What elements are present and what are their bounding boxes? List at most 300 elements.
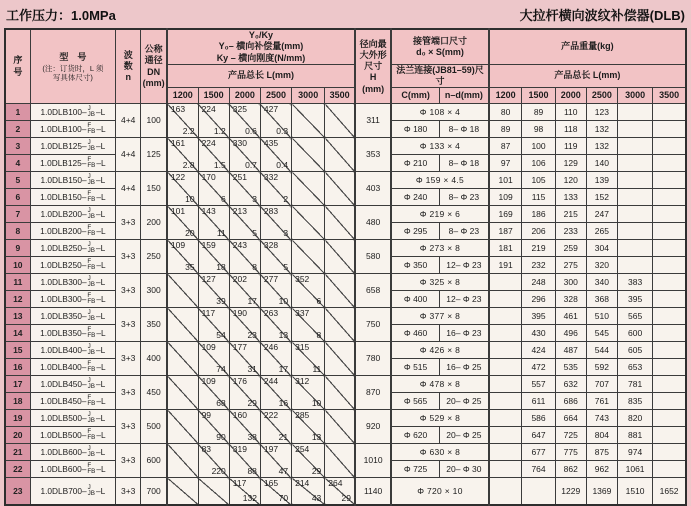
y-compensation-value: 330 [232, 138, 247, 149]
dn-cell: 500 [141, 410, 167, 444]
weight-cell [653, 291, 686, 308]
yk-cell [198, 104, 229, 138]
yk-cell [292, 274, 325, 308]
model-cell: 1.0DLB450– J JB –L [30, 376, 115, 393]
model-cell: 1.0DLB600– F FB –L [30, 461, 115, 478]
dn-cell: 250 [141, 240, 167, 274]
weight-cell: 461 [555, 308, 586, 325]
weight-cell: 265 [586, 223, 617, 240]
weight-cell: 340 [586, 274, 617, 291]
weight-cell [489, 444, 522, 461]
table-row [5, 274, 686, 291]
weight-cell: 974 [617, 444, 652, 461]
flange-nd-cell: 8– Φ 18 [439, 121, 488, 138]
k-stiffness-value: 1.2 [213, 125, 226, 136]
pipe-port-size-cell: Φ 273 × 8 [391, 240, 489, 257]
weight-cell [489, 342, 522, 359]
k-stiffness-value: 10 [185, 193, 195, 204]
wave-count-cell: 4+4 [116, 172, 141, 206]
weight-cell: 565 [617, 308, 652, 325]
yk-cell [260, 274, 291, 308]
weight-cell [653, 189, 686, 206]
pipe-port-size-cell: Φ 108 × 4 [391, 104, 489, 121]
dn-cell: 100 [141, 104, 167, 138]
col-header-yk: Y₀/Ky Y₀– 横向补偿量(mm) Ky – 横向刚度(N/mm) [167, 29, 355, 64]
y-compensation-value: 117 [201, 308, 216, 319]
y-compensation-value: 202 [232, 274, 247, 285]
length-col-2000: 2000 [229, 88, 260, 104]
weight-cell: 181 [489, 240, 522, 257]
y-compensation-value: 176 [232, 376, 247, 387]
model-variant: F FB [87, 121, 96, 136]
wave-count-cell: 3+3 [116, 410, 141, 444]
y-compensation-value: 197 [263, 444, 279, 455]
weight-cell [617, 223, 652, 240]
model-variant: J JB [87, 274, 96, 289]
yk-cell [229, 376, 260, 410]
k-stiffness-value: 70 [278, 492, 289, 503]
k-stiffness-value: 5 [252, 227, 257, 238]
weight-cell [653, 342, 686, 359]
dn-cell: 200 [141, 206, 167, 240]
weight-cell: 545 [586, 325, 617, 342]
col-header-weight-length: 产品总长 L(mm) [489, 64, 686, 88]
col-header-model [30, 29, 115, 104]
k-stiffness-value: 13 [311, 431, 322, 442]
weight-cell [489, 393, 522, 410]
wave-count-cell: 3+3 [116, 444, 141, 478]
weight-cell: 472 [522, 359, 555, 376]
model-cell: 1.0DLB150– F FB –L [30, 189, 115, 206]
model-title: 型 号 [59, 51, 87, 62]
dn-cell: 700 [141, 478, 167, 506]
row-number: 5 [5, 172, 30, 189]
y-compensation-value: 251 [232, 172, 247, 183]
yk-cell [229, 206, 260, 240]
yk-cell [167, 104, 198, 138]
flange-c-cell: Φ 725 [391, 461, 439, 478]
k-stiffness-value: 16 [278, 397, 289, 408]
y-compensation-value: 117 [232, 478, 247, 489]
weight-cell: 123 [586, 104, 617, 121]
weight-cell [653, 223, 686, 240]
weight-cell: 962 [586, 461, 617, 478]
y-compensation-value: 143 [201, 206, 216, 217]
weight-cell: 1229 [555, 478, 586, 506]
weight-cell: 115 [522, 189, 555, 206]
k-stiffness-value: 88 [247, 465, 257, 476]
k-stiffness-value: 74 [216, 363, 226, 374]
col-header-waves: 波 数 n [116, 29, 141, 104]
weight-cell: 862 [555, 461, 586, 478]
k-stiffness-value: 10 [278, 295, 289, 306]
yk-cell [229, 410, 260, 444]
k-stiffness-value: 23 [247, 329, 257, 340]
weight-cell [653, 444, 686, 461]
pipe-port-size-cell: Φ 529 × 8 [391, 410, 489, 427]
flange-nd-cell: 20– Φ 25 [439, 427, 488, 444]
yk-cell [167, 478, 198, 506]
weight-cell [489, 410, 522, 427]
weight-cell: 140 [586, 155, 617, 172]
k-stiffness-value: 2 [283, 193, 289, 204]
k-stiffness-value: 10 [311, 397, 322, 408]
y-compensation-value: 101 [170, 206, 186, 217]
table-row [5, 308, 686, 325]
col-header-weight: 产品重量(kg) [489, 29, 686, 64]
flange-nd-cell: 8– Φ 23 [439, 189, 488, 206]
weight-cell [617, 155, 652, 172]
model-variant: F FB [87, 223, 96, 238]
k-stiffness-value: 6 [316, 295, 322, 306]
flange-nd-cell: 20– Φ 30 [439, 461, 488, 478]
weight-cell: 605 [617, 342, 652, 359]
model-cell: 1.0DLB450– F FB –L [30, 393, 115, 410]
weight-col-2000: 2000 [555, 88, 586, 104]
y-compensation-value: 214 [295, 478, 310, 489]
weight-cell: 120 [555, 172, 586, 189]
model-cell: 1.0DLB200– J JB –L [30, 206, 115, 223]
weight-cell [653, 206, 686, 223]
y-compensation-value: 427 [263, 104, 279, 115]
yk-cell [229, 104, 260, 138]
weight-cell: 632 [555, 376, 586, 393]
h-dimension-cell: 780 [355, 342, 391, 376]
weight-cell: 300 [555, 274, 586, 291]
yk-cell [167, 240, 198, 274]
model-cell: 1.0DLB500– F FB –L [30, 427, 115, 444]
model-cell: 1.0DLB300– F FB –L [30, 291, 115, 308]
yk-cell [198, 410, 229, 444]
weight-cell: 247 [586, 206, 617, 223]
k-stiffness-value: 68 [216, 397, 226, 408]
weight-cell: 544 [586, 342, 617, 359]
y-compensation-value: 170 [201, 172, 216, 183]
h-dimension-cell: 1010 [355, 444, 391, 478]
col-header-length: 产品总长 L(mm) [167, 64, 355, 88]
y-compensation-value: 224 [201, 138, 216, 149]
table-row [5, 138, 686, 155]
weight-cell: 97 [489, 155, 522, 172]
weight-cell: 232 [522, 257, 555, 274]
col-header-seq: 序 号 [5, 29, 30, 104]
col-header-c: C(mm) [391, 88, 439, 104]
yk-cell [198, 240, 229, 274]
y-compensation-value: 160 [232, 410, 247, 421]
weight-cell [653, 410, 686, 427]
y-compensation-value: 122 [170, 172, 186, 183]
flange-c-cell: Φ 180 [391, 121, 439, 138]
y-compensation-value: 83 [201, 444, 212, 455]
yk-cell [167, 342, 198, 376]
y-compensation-value: 352 [295, 274, 310, 285]
weight-cell [653, 104, 686, 121]
yk-cell [325, 240, 355, 274]
weight-cell [489, 461, 522, 478]
weight-cell: 775 [555, 444, 586, 461]
k-stiffness-value: 29 [247, 397, 257, 408]
weight-cell: 106 [522, 155, 555, 172]
weight-cell: 557 [522, 376, 555, 393]
wave-count-cell: 4+4 [116, 138, 141, 172]
weight-cell [489, 325, 522, 342]
table-row [5, 376, 686, 393]
y-compensation-value: 165 [263, 478, 279, 489]
weight-cell [653, 461, 686, 478]
weight-cell: 87 [489, 138, 522, 155]
table-row [5, 104, 686, 121]
weight-cell [653, 325, 686, 342]
flange-nd-cell: 12– Φ 23 [439, 291, 488, 308]
model-variant: J JB [87, 308, 96, 323]
weight-cell: 275 [555, 257, 586, 274]
dn-cell: 150 [141, 172, 167, 206]
spec-table [4, 28, 687, 506]
weight-col-3500: 3500 [653, 88, 686, 104]
weight-cell: 98 [522, 121, 555, 138]
pipe-port-size-cell: Φ 219 × 6 [391, 206, 489, 223]
yk-cell [198, 342, 229, 376]
weight-cell: 1061 [617, 461, 652, 478]
y-compensation-value: 263 [263, 308, 279, 319]
weight-cell [653, 172, 686, 189]
weight-cell [653, 240, 686, 257]
model-cell: 1.0DLB350– J JB –L [30, 308, 115, 325]
y-compensation-value: 315 [295, 342, 310, 353]
weight-cell [653, 376, 686, 393]
yk-cell [260, 410, 291, 444]
k-stiffness-value: 3 [252, 193, 257, 204]
weight-cell: 368 [586, 291, 617, 308]
flange-nd-cell: 8– Φ 18 [439, 155, 488, 172]
col-header-h: 径向最 大外形 尺寸 H (mm) [355, 29, 391, 104]
weight-col-1500: 1500 [522, 88, 555, 104]
weight-cell: 139 [586, 172, 617, 189]
weight-cell [617, 172, 652, 189]
weight-cell: 496 [555, 325, 586, 342]
yk-cell [229, 274, 260, 308]
row-number: 9 [5, 240, 30, 257]
weight-cell [489, 291, 522, 308]
weight-cell: 820 [617, 410, 652, 427]
yk-cell [325, 342, 355, 376]
weight-cell: 611 [522, 393, 555, 410]
weight-cell [489, 274, 522, 291]
k-stiffness-value: 20 [185, 227, 195, 238]
weight-cell: 105 [522, 172, 555, 189]
yk-cell [229, 138, 260, 172]
weight-cell [617, 257, 652, 274]
dn-cell: 400 [141, 342, 167, 376]
yk-cell [260, 478, 291, 506]
model-variant: J JB [87, 104, 96, 119]
flange-c-cell: Φ 620 [391, 427, 439, 444]
y-compensation-value: 285 [295, 410, 310, 421]
weight-cell: 743 [586, 410, 617, 427]
row-number: 11 [5, 274, 30, 291]
model-cell: 1.0DLB100– J JB –L [30, 104, 115, 121]
row-number: 22 [5, 461, 30, 478]
weight-cell: 233 [555, 223, 586, 240]
y-compensation-value: 319 [232, 444, 247, 455]
flange-nd-cell: 12– Φ 23 [439, 257, 488, 274]
model-cell: 1.0DLB400– J JB –L [30, 342, 115, 359]
weight-cell: 424 [522, 342, 555, 359]
length-col-3500: 3500 [325, 88, 355, 104]
table-header [5, 29, 686, 104]
yk-cell [167, 138, 198, 172]
y-compensation-value: 435 [263, 138, 279, 149]
y-compensation-value: 328 [263, 240, 279, 251]
yk-cell [325, 274, 355, 308]
weight-cell [489, 478, 522, 506]
col-header-port: 接管端口尺寸 d₀ × S(mm) [391, 29, 489, 64]
h-dimension-cell: 750 [355, 308, 391, 342]
weight-cell: 219 [522, 240, 555, 257]
y-compensation-value: 283 [263, 206, 279, 217]
weight-cell: 395 [617, 291, 652, 308]
model-note: (注：订货时，L 须 写具体尺寸) [42, 63, 104, 82]
weight-col-2500: 2500 [586, 88, 617, 104]
yk-cell [292, 342, 325, 376]
y-compensation-value: 337 [295, 308, 310, 319]
weight-cell [522, 478, 555, 506]
weight-cell: 248 [522, 274, 555, 291]
weight-cell [617, 138, 652, 155]
k-stiffness-value: 2.2 [182, 125, 195, 136]
flange-nd-cell: 16– Φ 25 [439, 359, 488, 376]
y-compensation-value: 163 [170, 104, 186, 115]
dn-cell: 125 [141, 138, 167, 172]
model-variant: F FB [87, 291, 96, 306]
weight-cell: 169 [489, 206, 522, 223]
flange-c-cell: Φ 565 [391, 393, 439, 410]
model-variant: J JB [87, 172, 96, 187]
weight-cell [617, 189, 652, 206]
yk-cell [198, 274, 229, 308]
weight-cell: 764 [522, 461, 555, 478]
weight-cell: 132 [586, 121, 617, 138]
k-stiffness-value: 13 [278, 329, 289, 340]
yk-cell [325, 138, 355, 172]
titlebar [4, 3, 687, 28]
model-cell: 1.0DLB100– F FB –L [30, 121, 115, 138]
wave-count-cell: 3+3 [116, 376, 141, 410]
weight-cell: 510 [586, 308, 617, 325]
model-variant: J JB [87, 483, 96, 498]
h-dimension-cell: 353 [355, 138, 391, 172]
row-number: 14 [5, 325, 30, 342]
yk-cell [292, 206, 325, 240]
page-title-left: 工作压力：1.0MPa [6, 8, 116, 23]
k-stiffness-value: 2.8 [182, 159, 195, 170]
k-stiffness-value: 17 [247, 295, 257, 306]
pipe-port-size-cell: Φ 630 × 8 [391, 444, 489, 461]
flange-c-cell: Φ 515 [391, 359, 439, 376]
model-variant: F FB [87, 393, 96, 408]
wave-count-cell: 3+3 [116, 240, 141, 274]
weight-cell: 586 [522, 410, 555, 427]
k-stiffness-value: 0.4 [276, 159, 289, 170]
table-row [5, 240, 686, 257]
yk-cell [292, 104, 325, 138]
model-variant: J JB [87, 240, 96, 255]
weight-cell: 653 [617, 359, 652, 376]
table-row [5, 172, 686, 189]
yk-cell [198, 172, 229, 206]
pipe-port-size-cell: Φ 133 × 4 [391, 138, 489, 155]
y-compensation-value: 109 [170, 240, 186, 251]
yk-cell [229, 478, 260, 506]
model-variant: J JB [87, 138, 96, 153]
wave-count-cell: 3+3 [116, 478, 141, 506]
h-dimension-cell: 311 [355, 104, 391, 138]
weight-cell: 129 [555, 155, 586, 172]
weight-cell: 600 [617, 325, 652, 342]
y-compensation-value: 312 [295, 376, 310, 387]
weight-cell: 152 [586, 189, 617, 206]
wave-count-cell: 3+3 [116, 308, 141, 342]
k-stiffness-value: 132 [242, 492, 257, 503]
yk-cell [325, 444, 355, 478]
weight-cell [653, 121, 686, 138]
h-dimension-cell: 870 [355, 376, 391, 410]
flange-c-cell: Φ 295 [391, 223, 439, 240]
row-number: 17 [5, 376, 30, 393]
weight-col-3000: 3000 [617, 88, 652, 104]
model-cell: 1.0DLB700– J JB –L [30, 478, 115, 506]
k-stiffness-value: 1.5 [213, 159, 226, 170]
weight-cell: 191 [489, 257, 522, 274]
yk-cell [325, 410, 355, 444]
yk-cell [229, 342, 260, 376]
model-cell: 1.0DLB500– J JB –L [30, 410, 115, 427]
weight-cell [489, 376, 522, 393]
weight-cell: 304 [586, 240, 617, 257]
y-compensation-value: 159 [201, 240, 216, 251]
yk-cell [292, 138, 325, 172]
k-stiffness-value: 5 [283, 261, 289, 272]
table-row [5, 206, 686, 223]
y-compensation-value: 244 [263, 376, 279, 387]
flange-c-cell: Φ 460 [391, 325, 439, 342]
yk-cell [260, 206, 291, 240]
pipe-port-size-cell: Φ 426 × 8 [391, 342, 489, 359]
weight-cell [489, 308, 522, 325]
h-dimension-cell: 1140 [355, 478, 391, 506]
h-dimension-cell: 920 [355, 410, 391, 444]
y-compensation-value: 254 [295, 444, 310, 455]
model-cell: 1.0DLB250– J JB –L [30, 240, 115, 257]
weight-cell: 875 [586, 444, 617, 461]
weight-cell [617, 240, 652, 257]
weight-cell: 725 [555, 427, 586, 444]
length-col-2500: 2500 [260, 88, 291, 104]
table-row [5, 342, 686, 359]
yk-cell [260, 138, 291, 172]
k-stiffness-value: 90 [216, 431, 226, 442]
row-number: 10 [5, 257, 30, 274]
yk-cell [292, 172, 325, 206]
weight-cell [653, 274, 686, 291]
flange-nd-cell: 16– Φ 23 [439, 325, 488, 342]
dn-cell: 300 [141, 274, 167, 308]
weight-cell: 1510 [617, 478, 652, 506]
yk-cell [260, 308, 291, 342]
row-number: 6 [5, 189, 30, 206]
weight-cell: 707 [586, 376, 617, 393]
weight-cell: 110 [555, 104, 586, 121]
